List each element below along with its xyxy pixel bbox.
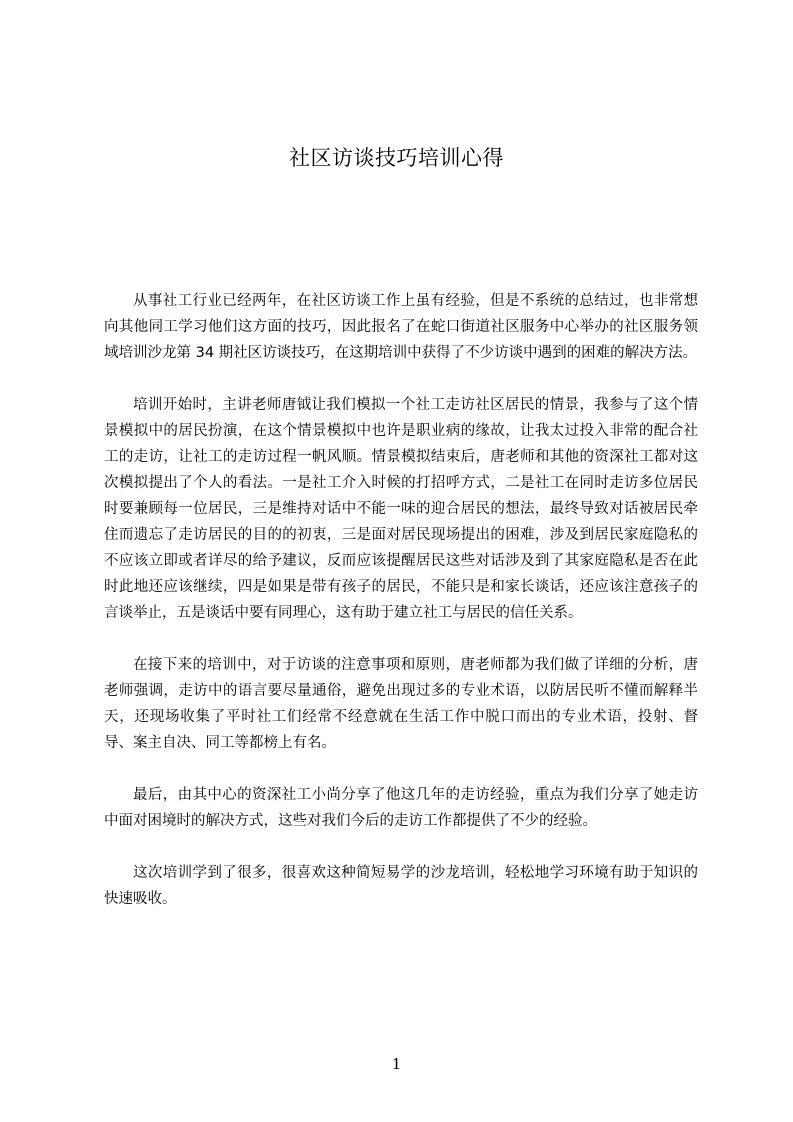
paragraph-principles: 在接下来的培训中，对于访谈的注意事项和原则，唐老师都为我们做了详细的分析，唐老师强调，走访中的语言要尽量通俗，避免出现过多的专业术语，以防居民听不懂而解释半天，还现场收集了平时社工们经常不经意就在生活工作中脱口而出的专业术语，投射、督导、案主自决、同工等都榜上有名。	[104, 657, 698, 751]
page-number: 1	[391, 1055, 402, 1073]
paragraph-role-play: 培训开始时，主讲老师唐钺让我们模拟一个社工走访社区居民的情景，我参与了这个情景模拟中的居民扮演，在这个情景模拟中也许是职业病的缘故，让我太过投入非常的配合社工的走访，让社工的走访过程一帆风顺。情景模拟结束后，唐老师和其他的资深社工都对这次模拟提出了个人的看法。一是社工介入时候的打招呼方式，二是社工在同时走访多位居民时要兼顾每一位居民，三是维持对话中不能一味的迎合居民的想法，最终导致对话被居民牵住而遗忘了走访居民的目的的初衷，三是面对居民现场提出的困难，涉及到居民家庭隐私的不应该立即或者详尽的给予建议，反而应该提醒居民这些对话涉及到了其家庭隐私是否在此时此地还应该继续，四是如果是带有孩子的居民，不能只是和家长谈话，还应该注意孩子的言谈举止，五是谈话中要有同理心，这有助于建立社工与居民的信任关系。	[104, 397, 698, 621]
paragraph-intro: 从事社工行业已经两年，在社区访谈工作上虽有经验，但是不系统的总结过，也非常想向其他同工学习他们这方面的技巧，因此报名了在蛇口街道社区服务中心举办的社区服务领域培训沙龙第 34 期社区访谈技巧，在这期培训中获得了不少访谈中遇到的困难的解决方法。	[104, 293, 698, 361]
paragraph-conclusion: 这次培训学到了很多，很喜欢这种简短易学的沙龙培训，轻松地学习环境有助于知识的快速吸收。	[104, 865, 698, 907]
document-title: 社区访谈技巧培训心得	[289, 146, 504, 170]
document-body	[104, 288, 698, 938]
paragraph-experience-sharing: 最后，由其中心的资深社工小尚分享了他这几年的走访经验，重点为我们分享了她走访中面对困境时的解决方式，这些对我们今后的走访工作都提供了不少的经验。	[104, 787, 698, 829]
